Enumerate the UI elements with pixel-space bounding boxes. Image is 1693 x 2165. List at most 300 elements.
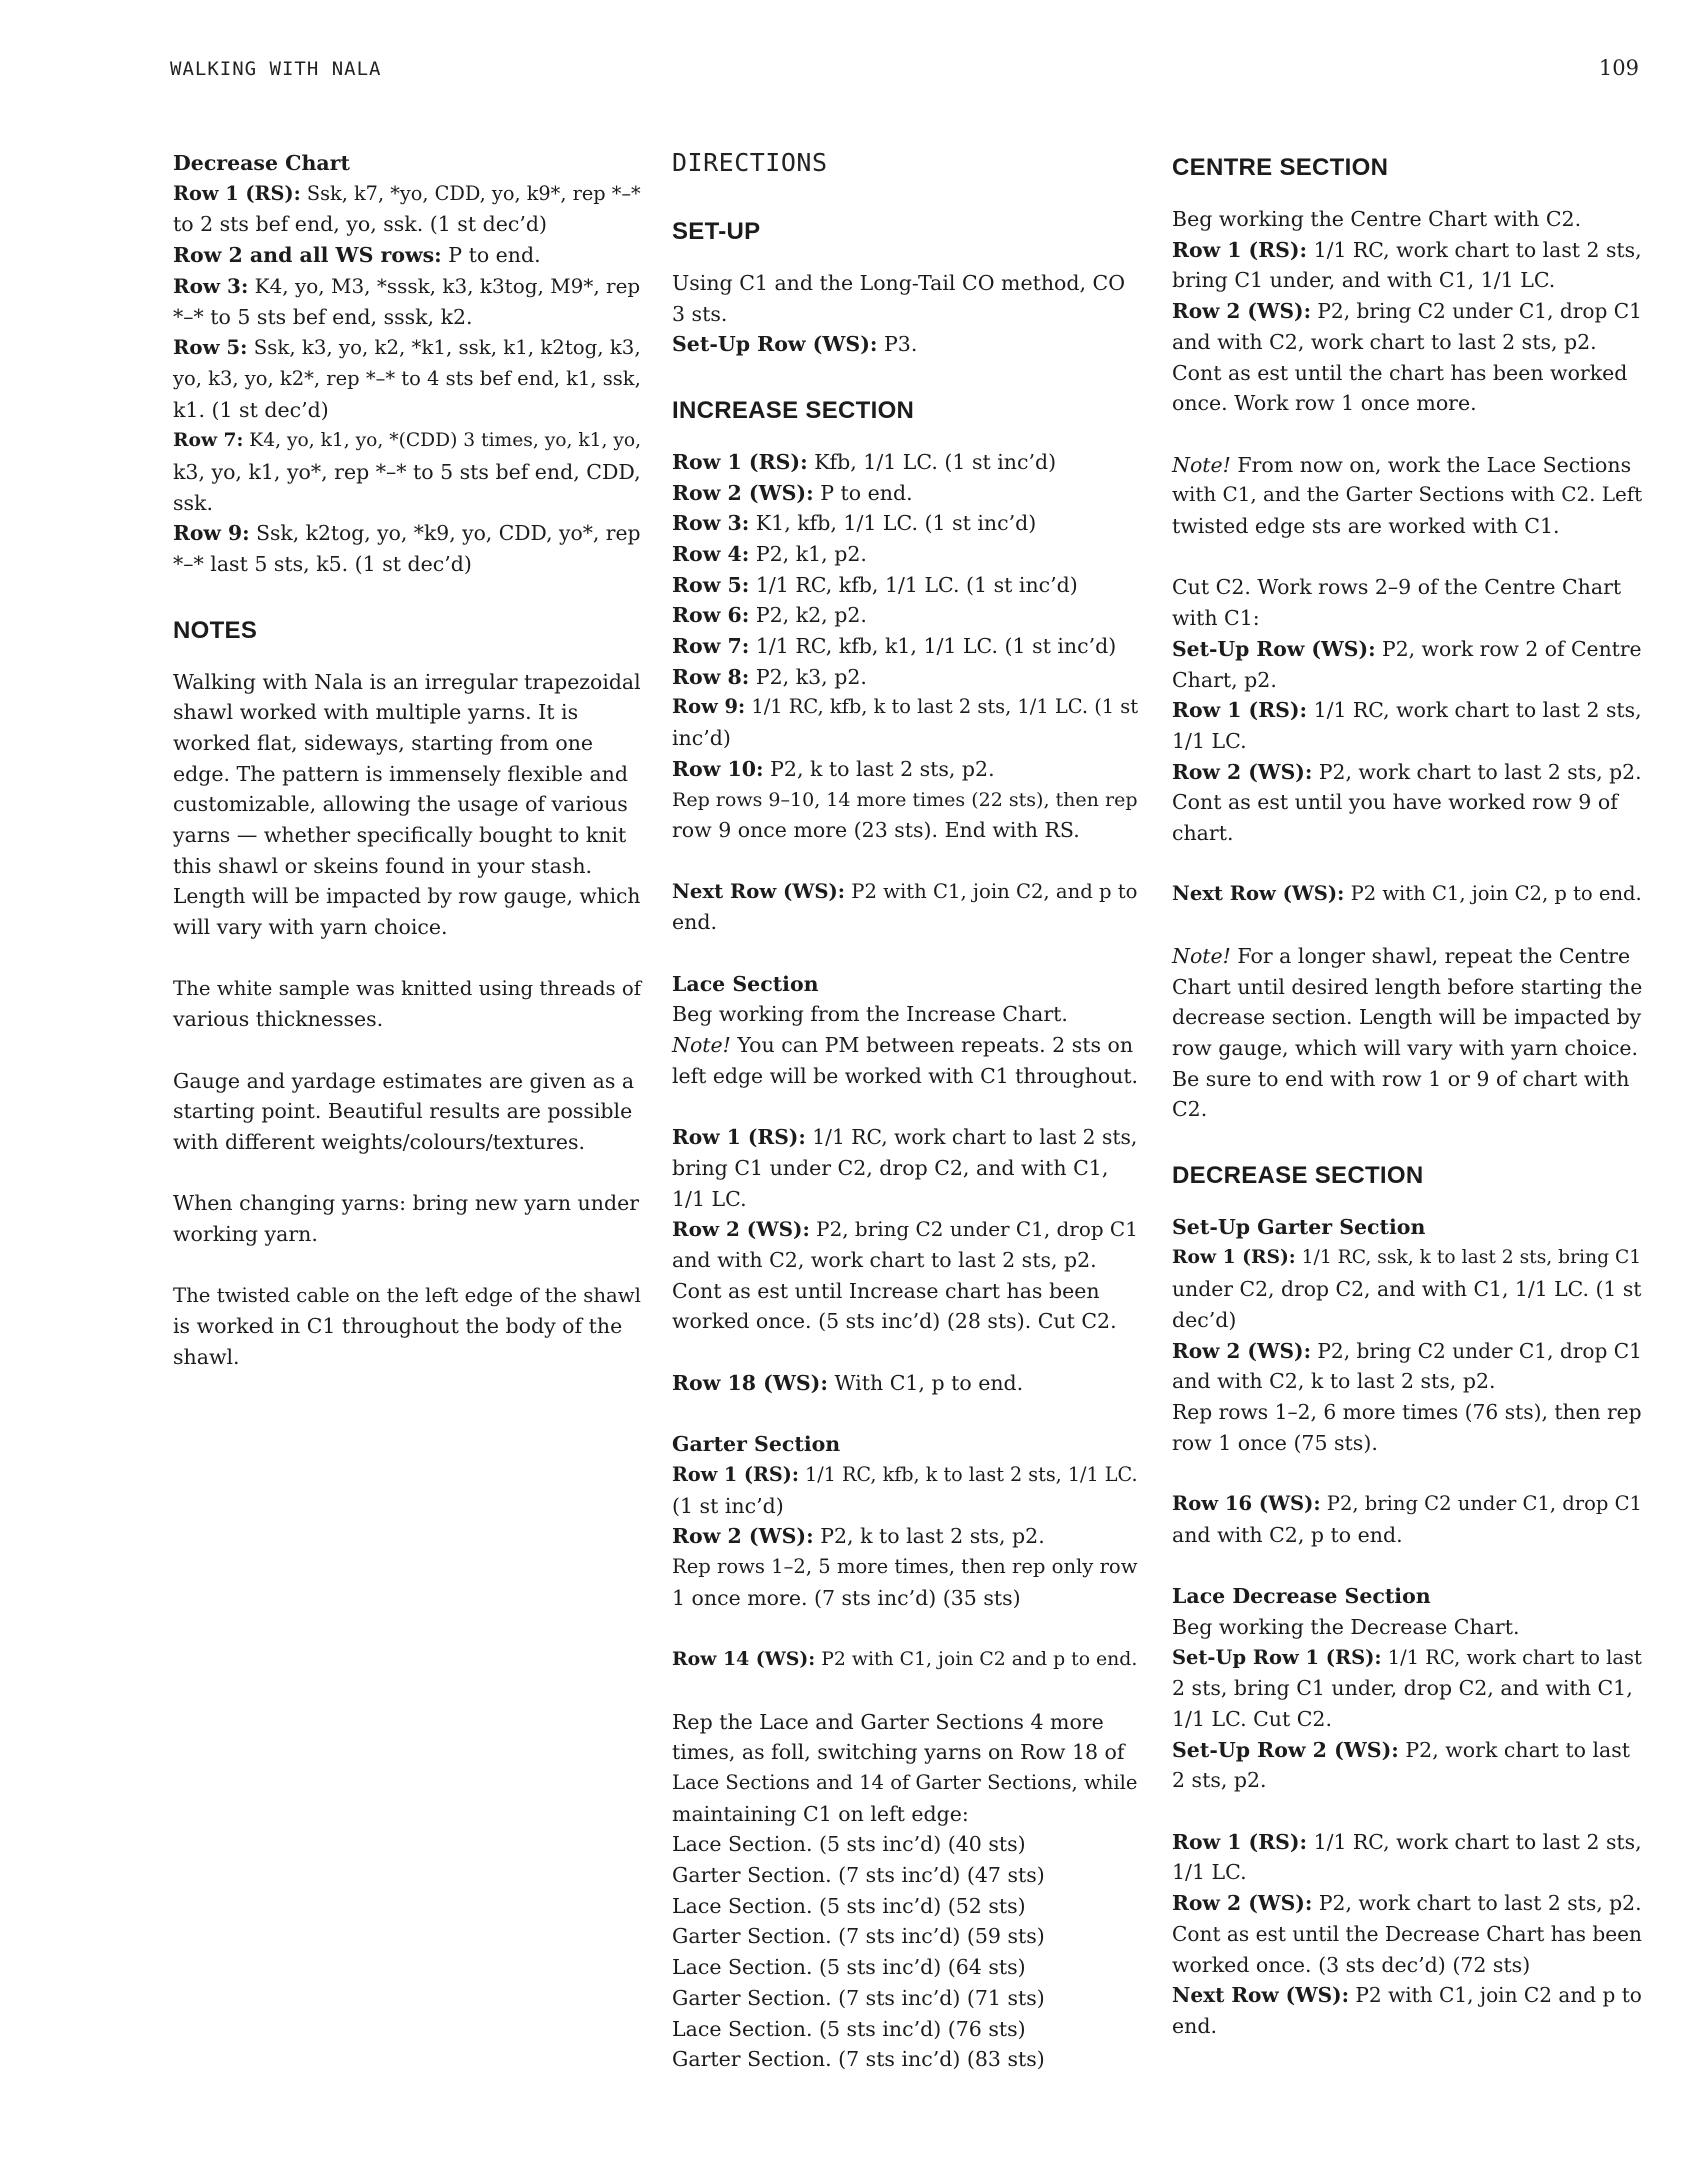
text-run: and with C2, k to last 2 sts, p2. <box>1172 1369 1496 1394</box>
text-run: P2, bring C2 under C1, drop C1 <box>1311 299 1642 324</box>
text-line <box>1172 1336 1642 1367</box>
text-run: Garter Section. (7 sts inc’d) (71 sts) <box>672 1985 1045 2010</box>
bold-label: Row 5: <box>173 335 248 360</box>
text-run: Cut C2. Work rows 2–9 of the Centre Chart <box>1172 575 1622 600</box>
text-run: 1/1 LC. <box>672 1186 747 1211</box>
text-line <box>672 478 1138 509</box>
paragraph-gap <box>672 846 1138 877</box>
text-line <box>173 395 641 426</box>
text-line <box>1172 1274 1642 1305</box>
text-line <box>672 1214 1138 1245</box>
text-line <box>672 1460 1138 1491</box>
text-line <box>1172 480 1642 511</box>
text-run: worked flat, sideways, starting from one <box>173 730 594 755</box>
text-line <box>1172 1980 1642 2011</box>
bold-label: Row 8: <box>672 664 750 689</box>
text-line <box>672 1983 1138 2014</box>
text-run: Walking with Nala is an irregular trapezoidal <box>173 669 641 694</box>
text-run: P2, bring C2 under C1, drop C1 <box>1311 1338 1642 1363</box>
text-line <box>1172 1489 1642 1520</box>
text-run: Cont as est until the Decrease Chart has been <box>1172 1921 1642 1946</box>
bold-label: Row 7: <box>672 634 750 659</box>
text-run: 1 once more. (7 sts inc’d) (35 sts) <box>672 1585 1021 1610</box>
text-line <box>672 508 1138 539</box>
bold-label: Row 2 (WS): <box>672 480 814 505</box>
text-run: Beg working the Decrease Chart. <box>1172 1614 1520 1639</box>
text-line <box>1172 726 1642 757</box>
text-line <box>672 1368 1138 1399</box>
text-run: P2, k1, p2. <box>749 541 867 566</box>
text-line <box>173 1342 641 1373</box>
text-run: 1/1 LC. <box>1172 1860 1247 1885</box>
text-line <box>1172 1094 1642 1125</box>
bold-label: Lace Decrease Section <box>1172 1584 1431 1609</box>
text-run: 1/1 RC, work chart to last 2 sts, <box>1307 1829 1642 1854</box>
text-run: K4, yo, k1, yo, *(CDD) 3 times, yo, k1, yo, <box>243 430 642 452</box>
text-run: maintaining C1 on left edge: <box>672 1801 969 1826</box>
text-run: From now on, work the Lace Sections <box>1230 452 1632 477</box>
text-line <box>672 570 1138 601</box>
bold-label: Row 10: <box>672 756 764 781</box>
text-line <box>672 447 1138 478</box>
text-line <box>1172 1673 1642 1704</box>
bold-label: Row 1 (RS): <box>672 1125 806 1150</box>
text-line <box>1172 665 1642 696</box>
bold-label: Row 7: <box>173 429 244 452</box>
text-line <box>1172 1366 1642 1397</box>
text-run: Cont as est until you have worked row 9 of <box>1172 790 1618 815</box>
text-line <box>672 1552 1138 1583</box>
text-line <box>1172 1765 1642 1796</box>
text-line <box>173 302 641 333</box>
text-line <box>173 179 641 210</box>
text-line <box>672 1245 1138 1276</box>
italic-note: Note! <box>1172 943 1231 968</box>
text-line <box>672 268 1138 299</box>
text-run: Length will be impacted by row gauge, which <box>173 884 641 909</box>
bold-label: Set-Up Row 2 (WS): <box>1172 1737 1399 1762</box>
text-line <box>1172 511 1642 542</box>
text-run: yarns — whether specifically bought to knit <box>173 823 627 848</box>
bold-label: Row 1 (RS): <box>173 181 301 205</box>
text-line <box>672 969 1138 1000</box>
text-line <box>672 662 1138 693</box>
text-line <box>1172 1033 1642 1064</box>
bold-label: Row 1 (RS): <box>1172 1246 1296 1269</box>
bold-label: Row 2 (WS): <box>1172 1338 1311 1363</box>
text-line <box>672 1737 1138 1768</box>
text-run: Lace Section. (5 sts inc’d) (52 sts) <box>672 1893 1026 1918</box>
text-run: worked once. (5 sts inc’d) (28 sts). Cut C2. <box>672 1309 1117 1334</box>
bold-label: Row 2 and all WS rows: <box>173 243 442 268</box>
text-run: under C2, drop C2, and with C1, 1/1 LC. (1 st <box>1172 1277 1642 1302</box>
text-run: 1/1 RC, work chart to last 2 sts, <box>1307 698 1642 723</box>
text-run: 1/1 LC. Cut C2. <box>1172 1706 1332 1731</box>
text-run: times, as foll, switching yarns on Row 18 of <box>672 1740 1125 1765</box>
text-line <box>672 631 1138 662</box>
text-line <box>672 1491 1138 1522</box>
text-run: with C1, and the Garter Sections with C2. Left <box>1172 483 1643 507</box>
text-run: P2 with C1, join C2 and p to end. <box>815 1649 1138 1671</box>
text-line <box>173 148 641 179</box>
text-run: once. Work row 1 once more. <box>1172 391 1477 416</box>
text-run: working yarn. <box>173 1222 318 1247</box>
italic-note: Note! <box>672 1033 731 1058</box>
text-run: starting point. Beautiful results are possible <box>173 1099 633 1124</box>
text-line <box>173 881 641 912</box>
text-run: 1/1 RC, work chart to last <box>1381 1645 1642 1669</box>
text-run: C2. <box>1172 1097 1208 1122</box>
text-line <box>1172 1002 1642 1033</box>
bold-label: Lace Section <box>672 971 819 996</box>
text-line <box>173 549 641 580</box>
text-run: K4, yo, M3, *sssk, k3, k3tog, M9*, rep <box>248 273 641 298</box>
text-run: P2, work row 2 of Centre <box>1375 636 1642 661</box>
text-line <box>1172 1704 1642 1735</box>
paragraph-gap <box>173 1250 641 1281</box>
text-line <box>672 1030 1138 1061</box>
text-line <box>672 1153 1138 1184</box>
text-run: yo, k3, yo, k2*, rep *–* to 4 sts bef end, k1, ssk, <box>173 366 641 390</box>
text-run: k3, yo, k1, yo*, rep *–* to 5 sts bef end, CDD, <box>173 460 641 485</box>
text-run: 2 sts, bring C1 under, drop C2, and with C1, <box>1172 1676 1633 1701</box>
page-number: 109 <box>1598 56 1639 80</box>
text-run: with different weights/colours/textures. <box>173 1130 586 1155</box>
bold-label: Row 2 (WS): <box>1172 299 1311 324</box>
text-line <box>1172 1919 1642 1950</box>
running-head: WALKING WITH NALA <box>170 58 382 80</box>
text-line <box>1172 1305 1642 1336</box>
text-run: (1 st inc’d) <box>672 1493 784 1518</box>
paragraph-gap <box>173 1158 641 1189</box>
text-line <box>1172 358 1642 389</box>
text-line <box>1172 1643 1642 1674</box>
text-line <box>672 723 1138 754</box>
text-run: 2 sts, p2. <box>1172 1768 1267 1793</box>
text-run: When changing yarns: bring new yarn under <box>173 1191 640 1216</box>
text-line <box>672 600 1138 631</box>
text-run: Lace Section. (5 sts inc’d) (40 sts) <box>672 1832 1026 1857</box>
section-heading: NOTES <box>173 616 258 644</box>
text-line <box>173 728 641 759</box>
text-line <box>173 1219 641 1250</box>
paragraph-gap <box>173 943 641 974</box>
text-run: Ssk, k2tog, yo, *k9, yo, CDD, yo*, rep <box>249 521 641 546</box>
text-run: For a longer shawl, repeat the Centre <box>1230 943 1631 968</box>
text-line <box>1172 1064 1642 1095</box>
text-run: customizable, allowing the usage of various <box>173 792 628 817</box>
text-line <box>1172 787 1642 818</box>
bold-label: Row 3: <box>672 511 750 536</box>
text-line <box>672 785 1138 816</box>
paragraph-gap <box>672 1399 1138 1430</box>
text-line <box>672 1768 1138 1799</box>
text-run: row gauge, which will vary with yarn choice. <box>1172 1035 1639 1060</box>
text-run: *–* to 5 sts bef end, sssk, k2. <box>173 304 473 329</box>
text-run: bring C1 under, and with C1, 1/1 LC. <box>1172 268 1556 293</box>
text-run: P to end. <box>441 243 541 268</box>
text-line <box>1172 204 1642 235</box>
paragraph-gap <box>672 1676 1138 1707</box>
text-run: inc’d) <box>672 726 731 751</box>
text-line <box>672 999 1138 1030</box>
bold-label: Row 9: <box>672 695 746 719</box>
text-run: edge. The pattern is immensely flexible and <box>173 761 629 786</box>
text-line <box>1172 941 1642 972</box>
text-line <box>1172 572 1642 603</box>
text-run: 1/1 RC, kfb, k1, 1/1 LC. (1 st inc’d) <box>749 634 1117 659</box>
paragraph-gap <box>1172 910 1642 941</box>
paragraph-gap <box>1172 542 1642 573</box>
bold-label: Row 2 (WS): <box>1172 1891 1313 1916</box>
text-line <box>672 1829 1138 1860</box>
text-line <box>173 518 641 549</box>
text-run: Ssk, k7, *yo, CDD, yo, k9*, rep *–* <box>300 181 641 205</box>
text-line <box>672 1891 1138 1922</box>
section-heading: CENTRE SECTION <box>1172 154 1389 181</box>
text-line <box>1172 296 1642 327</box>
bold-label: Row 14 (WS): <box>672 1648 816 1671</box>
text-run: 1/1 RC, work chart to last 2 sts, <box>805 1125 1138 1150</box>
text-line <box>173 332 641 364</box>
text-run: Lace Section. (5 sts inc’d) (76 sts) <box>672 2016 1026 2041</box>
text-run: Using C1 and the Long-Tail CO method, CO <box>672 271 1126 295</box>
text-line <box>672 754 1138 785</box>
text-run: Kfb, 1/1 LC. (1 st inc’d) <box>807 449 1057 474</box>
text-line <box>173 457 641 488</box>
text-line <box>173 1096 641 1127</box>
text-run: is worked in C1 throughout the body of the <box>173 1314 623 1339</box>
text-line <box>173 1127 641 1158</box>
italic-note: Note! <box>1172 452 1231 477</box>
text-run: The twisted cable on the left edge of the shawl <box>173 1283 641 1307</box>
text-line <box>1172 450 1642 481</box>
text-run: Rep rows 9–10, 14 more times (22 sts), then rep <box>672 788 1138 811</box>
bold-label: Next Row (WS): <box>1172 882 1345 906</box>
text-line <box>1172 1735 1642 1766</box>
section-heading: DIRECTIONS <box>672 148 828 177</box>
text-line <box>173 240 641 271</box>
text-run: Garter Section. (7 sts inc’d) (47 sts) <box>672 1863 1045 1888</box>
text-line <box>1172 327 1642 358</box>
text-line <box>672 1306 1138 1337</box>
text-run: Beg working from the Increase Chart. <box>672 1002 1068 1027</box>
text-line <box>1172 1520 1642 1551</box>
text-line <box>173 759 641 790</box>
text-line <box>672 1583 1138 1614</box>
text-line <box>672 1061 1138 1092</box>
text-run: P2, work chart to last <box>1398 1737 1630 1762</box>
text-line <box>672 1799 1138 1830</box>
text-line <box>672 1921 1138 1952</box>
text-run: worked once. (3 sts dec’d) (72 sts) <box>1172 1952 1531 1977</box>
text-line <box>173 271 641 302</box>
text-run: decrease section. Length will be impacted by <box>1172 1005 1642 1030</box>
bold-label: Set-Up Row (WS): <box>672 332 878 357</box>
text-run: P2, k to last 2 sts, p2. <box>813 1524 1045 1549</box>
text-run: P2, bring C2 under C1, drop C1 <box>1320 1492 1642 1516</box>
text-run: Garter Section. (7 sts inc’d) (59 sts) <box>672 1924 1045 1949</box>
text-run: with C1: <box>1172 606 1260 631</box>
text-line <box>672 1429 1138 1460</box>
text-line <box>672 1184 1138 1215</box>
text-run: Beg working the Centre Chart with C2. <box>1172 207 1582 231</box>
paragraph-gap <box>1172 1796 1642 1827</box>
text-run: 1/1 RC, kfb, 1/1 LC. (1 st inc’d) <box>749 572 1078 597</box>
text-line <box>173 697 641 728</box>
text-line <box>173 667 641 698</box>
text-line <box>672 815 1138 846</box>
text-run: 1/1 RC, kfb, k to last 2 sts, 1/1 LC. (1 st <box>745 695 1139 719</box>
text-line <box>672 1707 1138 1738</box>
bold-label: Row 1 (RS): <box>672 1462 799 1486</box>
bold-label: Row 2 (WS): <box>1172 759 1313 784</box>
text-line <box>1172 1857 1642 1888</box>
text-line <box>1172 879 1642 910</box>
text-line <box>173 851 641 882</box>
text-line <box>672 329 1138 360</box>
text-run: P to end. <box>813 480 913 505</box>
text-run: P2 with C1, join C2, and p to <box>845 879 1138 903</box>
column-left <box>173 148 641 1373</box>
text-line <box>672 1952 1138 1983</box>
text-run: and with C2, work chart to last 2 sts, p2. <box>672 1248 1097 1273</box>
text-run: will vary with yarn choice. <box>173 915 448 940</box>
bold-label: Garter Section <box>672 1432 841 1457</box>
text-run: P2, work chart to last 2 sts, p2. <box>1312 1891 1642 1916</box>
column-middle <box>672 148 1138 2075</box>
text-run: row 9 once more (23 sts). End with RS. <box>672 818 1080 843</box>
text-line <box>1172 388 1642 419</box>
paragraph-gap <box>672 1613 1138 1644</box>
text-run: this shawl or skeins found in your stash. <box>173 853 593 878</box>
text-run: Gauge and yardage estimates are given as a <box>173 1068 635 1093</box>
text-run: twisted edge sts are worked with C1. <box>1172 514 1560 539</box>
paragraph-gap <box>1172 1125 1642 1156</box>
text-run: to 2 sts bef end, yo, ssk. (1 st dec’d) <box>173 212 547 237</box>
column-right <box>1172 148 1642 2042</box>
paragraph-gap <box>1172 849 1642 880</box>
text-line <box>672 1521 1138 1552</box>
bold-label: Next Row (WS): <box>672 879 846 903</box>
text-line <box>672 2044 1138 2075</box>
text-line <box>173 789 641 820</box>
text-run: P2, k to last 2 sts, p2. <box>763 756 995 781</box>
text-line <box>1172 1428 1642 1459</box>
text-run: row 1 once (75 sts). <box>1172 1430 1378 1455</box>
text-line <box>672 539 1138 570</box>
text-run: dec’d) <box>1172 1307 1237 1332</box>
bold-label: Next Row (WS): <box>1172 1983 1350 2008</box>
text-line <box>173 1004 641 1035</box>
text-line <box>173 974 641 1005</box>
text-line <box>672 877 1138 908</box>
text-run: Rep rows 1–2, 6 more times (76 sts), then rep <box>1172 1399 1642 1424</box>
text-run: 1/1 LC. <box>1172 728 1247 753</box>
bold-label: Row 1 (RS): <box>1172 698 1308 723</box>
text-line <box>1172 265 1642 296</box>
text-run: P2 with C1, join C2 and p to <box>1349 1983 1642 2008</box>
bold-label: Decrease Chart <box>173 151 350 175</box>
bold-label: Row 3: <box>173 273 249 298</box>
text-run: 1/1 RC, ssk, k to last 2 sts, bring C1 <box>1295 1247 1642 1269</box>
text-run: P2, k3, p2. <box>749 664 867 689</box>
bold-label: Row 18 (WS): <box>672 1370 828 1395</box>
bold-label: Set-Up Garter Section <box>1172 1214 1426 1239</box>
paragraph-gap <box>173 1035 641 1066</box>
text-line <box>672 1122 1138 1153</box>
text-run: P2 with C1, join C2, p to end. <box>1344 882 1642 906</box>
text-line <box>173 1281 641 1312</box>
text-line <box>1172 695 1642 726</box>
text-line <box>1172 818 1642 849</box>
bold-label: Row 2 (WS): <box>672 1217 810 1242</box>
text-run: Rep the Lace and Garter Sections 4 more <box>672 1709 1104 1734</box>
text-line <box>1172 1242 1642 1274</box>
text-line <box>672 692 1138 723</box>
section-heading: INCREASE SECTION <box>672 396 915 424</box>
text-run: shawl. <box>173 1344 240 1369</box>
text-line <box>173 1311 641 1342</box>
paragraph-gap <box>173 580 641 611</box>
bold-label: Row 6: <box>672 603 750 628</box>
text-run: and with C2, p to end. <box>1172 1522 1403 1547</box>
text-run: 3 sts. <box>672 301 728 326</box>
text-run: Lace Section. (5 sts inc’d) (64 sts) <box>672 1955 1026 1980</box>
bold-label: Row 9: <box>173 521 250 546</box>
text-line <box>1172 1950 1642 1981</box>
text-line <box>1172 1397 1642 1428</box>
text-line <box>672 299 1138 330</box>
bold-label: Set-Up Row (WS): <box>1172 636 1376 661</box>
text-run: Cont as est until Increase chart has been <box>672 1278 1100 1303</box>
text-run: Garter Section. (7 sts inc’d) (83 sts) <box>672 2047 1045 2072</box>
text-run: P2, bring C2 under C1, drop C1 <box>809 1217 1138 1242</box>
bold-label: Row 1 (RS): <box>672 449 808 474</box>
text-line <box>1172 603 1642 634</box>
text-run: 1/1 RC, kfb, k to last 2 sts, 1/1 LC. <box>798 1462 1138 1486</box>
text-run: Cont as est until the chart has been worked <box>1172 360 1628 385</box>
text-run: Chart until desired length before starting the <box>1172 974 1643 999</box>
text-run: P3. <box>877 332 918 357</box>
text-run: You can PM between repeats. 2 sts on <box>730 1033 1134 1058</box>
text-line <box>1172 1888 1642 1919</box>
text-line <box>173 364 641 395</box>
text-line <box>1172 2011 1642 2042</box>
text-line <box>1172 634 1642 665</box>
text-line <box>173 425 641 457</box>
text-run: K1, kfb, 1/1 LC. (1 st inc’d) <box>749 511 1037 536</box>
text-line <box>1172 1827 1642 1858</box>
text-run: k1. (1 st dec’d) <box>173 397 329 422</box>
text-line <box>672 907 1138 938</box>
paragraph-gap <box>672 1337 1138 1368</box>
text-line <box>173 1066 641 1097</box>
text-run: and with C2, work chart to last 2 sts, p2. <box>1172 329 1597 354</box>
text-run: shawl worked with multiple yarns. It is <box>173 700 579 725</box>
paragraph-gap <box>672 1092 1138 1123</box>
text-run: P2, k2, p2. <box>749 603 867 628</box>
text-run: Lace Sections and 14 of Garter Sections, while <box>672 1770 1138 1794</box>
bold-label: Row 1 (RS): <box>1172 1829 1308 1854</box>
text-run: various thicknesses. <box>173 1007 384 1032</box>
bold-label: Row 5: <box>672 572 750 597</box>
bold-label: Row 2 (WS): <box>672 1524 814 1549</box>
text-line <box>173 820 641 851</box>
paragraph-gap <box>1172 1550 1642 1581</box>
paragraph-gap <box>672 360 1138 391</box>
bold-label: Row 1 (RS): <box>1172 237 1308 262</box>
